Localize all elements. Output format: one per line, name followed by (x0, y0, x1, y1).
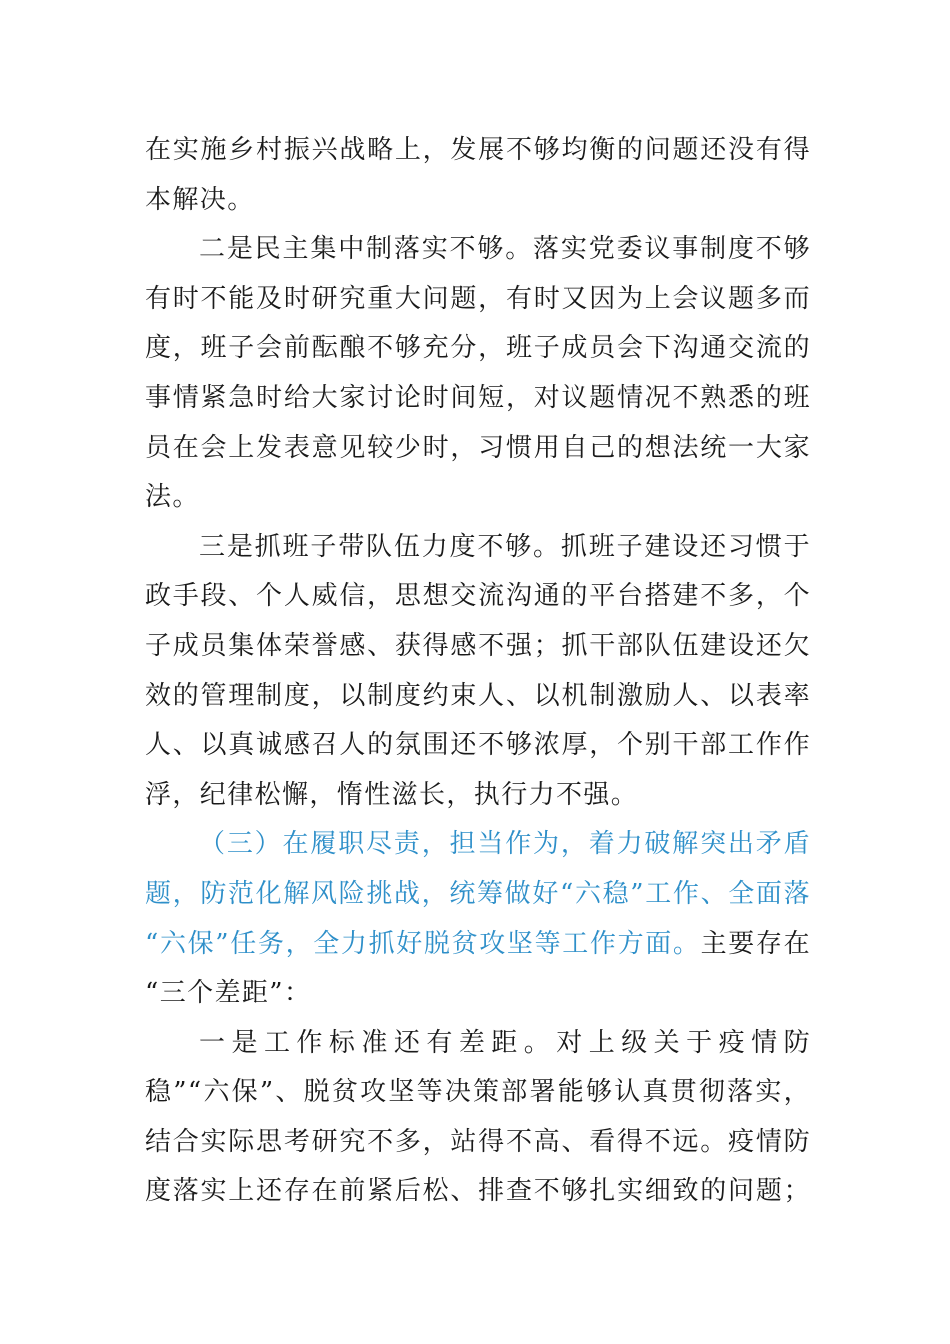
text-run: 度落实上还存在前紧后松、排查不够扎实细致的问题； (145, 1176, 811, 1207)
text-run: “三个差距”： (145, 978, 312, 1009)
text-run: 在实施乡村振兴战略上，发展不够均衡的问题还没有得 (145, 135, 811, 165)
heading-run: 题，防范化解风险挑战，统筹做好“六稳”工作、全面落 (145, 878, 811, 909)
text-line (145, 771, 811, 821)
text-run: 效的管理制度，以制度约束人、以机制激励人、以表率 (145, 680, 811, 711)
text-line (145, 424, 811, 474)
text-run: 本解决。 (145, 184, 255, 215)
text-run: 浮，纪律松懈，惰性滋长，执行力不强。 (145, 779, 639, 810)
text-line (145, 275, 811, 325)
text-run: 二是民主集中制落实不够。落实党委议事制度不够 (199, 234, 811, 265)
text-run: 稳”“六保”、脱贫攻坚等决策部署能够认真贯彻落实， (145, 1077, 811, 1108)
text-run: 三是抓班子带队伍力度不够。抓班子建设还习惯于 (199, 531, 811, 562)
paragraph-point-three (145, 523, 811, 821)
text-line (145, 1167, 811, 1217)
text-run: 有时不能及时研究重大问题，有时又因为上会议题多而 (145, 283, 811, 314)
text-line (145, 1118, 811, 1168)
text-run: 度，班子会前酝酿不够充分，班子成员会下沟通交流的 (145, 333, 811, 364)
text-line (145, 820, 811, 870)
text-run: 法。 (145, 482, 200, 513)
paragraph-intro-tail (145, 126, 811, 225)
heading-run: “六保”任务，全力抓好脱贫攻坚等工作方面。 (145, 928, 701, 959)
text-run: 一是工作标准还有差距。对上级关于疫情防 (199, 1027, 811, 1058)
paragraph-point-one-gap (145, 1019, 811, 1217)
text-line (145, 324, 811, 374)
text-line (145, 1068, 811, 1118)
text-run: 事情紧急时给大家讨论时间短，对议题情况不熟悉的班 (145, 382, 811, 413)
text-line (145, 622, 811, 672)
text-run: 人、以真诚感召人的氛围还不够浓厚，个别干部工作作 (145, 730, 811, 761)
paragraph-section-three-heading (145, 820, 811, 1018)
text-run: 主要存在 (700, 928, 811, 959)
text-line (145, 374, 811, 424)
text-line (145, 721, 811, 771)
text-line (145, 126, 811, 176)
text-line (145, 870, 811, 920)
text-line (145, 920, 811, 970)
text-run: 员在会上发表意见较少时，习惯用自己的想法统一大家 (145, 432, 811, 463)
heading-run: （三）在履职尽责，担当作为，着力破解突出矛盾 (199, 829, 811, 860)
text-line (145, 523, 811, 573)
text-line (145, 572, 811, 622)
text-run: 政手段、个人威信，思想交流沟通的平台搭建不多，个 (145, 581, 811, 612)
text-line (145, 176, 811, 226)
text-line (145, 225, 811, 275)
text-line (145, 1019, 811, 1069)
text-line (145, 473, 811, 523)
text-run: 结合实际思考研究不多，站得不高、看得不远。疫情防 (145, 1126, 811, 1157)
text-line (145, 969, 811, 1019)
text-run: 子成员集体荣誉感、获得感不强；抓干部队伍建设还欠 (145, 630, 811, 661)
paragraph-point-two (145, 225, 811, 523)
document-page (145, 126, 811, 1217)
text-line (145, 672, 811, 722)
